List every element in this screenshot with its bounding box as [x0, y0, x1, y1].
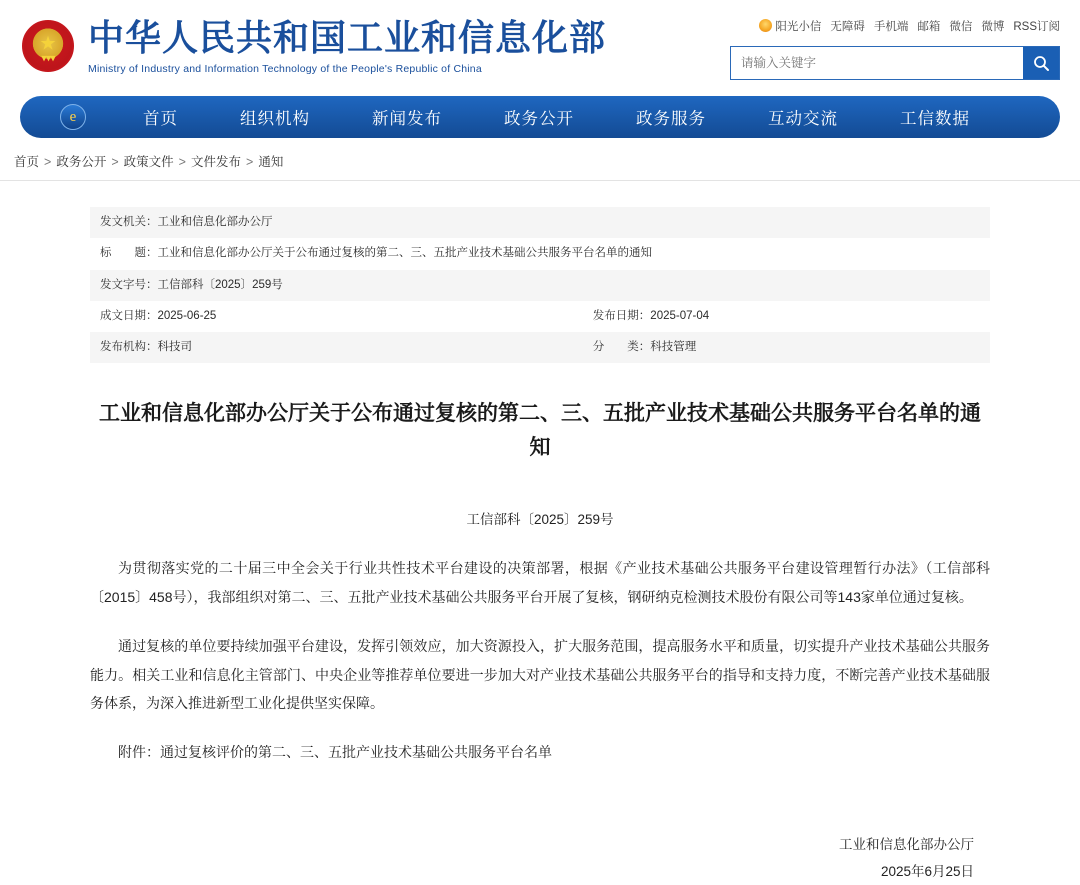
meta-row: [90, 301, 990, 332]
meta-label: 发布机构：: [100, 341, 158, 353]
nav-item-data[interactable]: 工信数据: [900, 110, 970, 128]
meta-value: 工信部科〔2025〕259号: [157, 278, 283, 291]
breadcrumb-separator: >: [111, 155, 119, 169]
document-number: 工信部科〔2025〕259号: [466, 512, 614, 528]
top-link-sunshine[interactable]: 阳光小信: [759, 18, 821, 34]
meta-value: 工业和信息化部办公厅关于公布通过复核的第二、三、五批产业技术基础公共服务平台名单的通知: [157, 247, 652, 260]
nav-item-interaction[interactable]: 互动交流: [768, 110, 838, 128]
top-link-rss[interactable]: RSS订阅: [1013, 21, 1060, 33]
nav-item-services[interactable]: 政务服务: [636, 110, 706, 128]
search-input[interactable]: [731, 47, 1023, 79]
meta-label: 标 题：: [100, 247, 158, 260]
article-paragraph: 为贯彻落实党的二十届三中全会关于行业共性技术平台建设的决策部署，根据《产业技术基础公共服务平台建设管理暂行办法》（工信部科〔2015〕458号），我部组织对第二、三、五批产业技术基础公共服务平台开展了复核，钢研纳克检测技术股份有限公司等143家单位通过复核。: [90, 560, 990, 606]
meta-value: 科技司: [157, 341, 192, 353]
nav-item-organization[interactable]: 组织机构: [240, 110, 310, 128]
search-icon: [1033, 55, 1050, 72]
page-title: 工业和信息化部办公厅关于公布通过复核的第二、三、五批产业技术基础公共服务平台名单的通知: [99, 402, 981, 459]
signature-date: 2025年6月25日: [880, 863, 974, 879]
breadcrumb-item-government-affairs[interactable]: 政务公开: [56, 155, 107, 169]
meta-value: 2025-07-04: [650, 309, 710, 322]
meta-row: [90, 332, 990, 363]
nav-item-government-affairs[interactable]: 政务公开: [504, 110, 574, 128]
meta-row: [90, 238, 990, 269]
meta-label: 发文机关：: [100, 216, 158, 228]
search-bar: [730, 46, 1060, 80]
article-paragraph: 通过复核的单位要持续加强平台建设，发挥引领效应，加大资源投入，扩大服务范围，提高服务水平和质量，切实提升产业技术基础公共服务能力。相关工业和信息化主管部门、中央企业等推荐单位要进一步加大对产业技术基础公共服务平台的指导和支持力度，不断完善产业技术基础服务体系，为深入推进新型工业化提供坚实保障。: [90, 637, 990, 712]
site-title-en: Ministry of Industry and Information Technology of the People's Republic of China: [88, 63, 482, 76]
meta-label: 分 类：: [592, 341, 651, 353]
nav-item-home[interactable]: 首页: [143, 110, 178, 128]
meta-value: 工业和信息化部办公厅: [157, 216, 273, 228]
site-header: [0, 0, 1080, 92]
signature-organization: 工业和信息化部办公厅: [839, 836, 974, 852]
top-links: [730, 18, 1060, 34]
meta-value: 2025-06-25: [157, 309, 217, 322]
breadcrumb-item-home[interactable]: 首页: [14, 155, 40, 169]
nav-item-news[interactable]: 新闻发布: [372, 110, 442, 128]
header-right: [730, 14, 1060, 80]
top-link-mobile[interactable]: 手机端: [873, 21, 909, 33]
breadcrumb-separator: >: [246, 155, 254, 169]
breadcrumb: [0, 138, 1080, 181]
document-meta-table: [90, 207, 990, 363]
meta-row: [90, 270, 990, 301]
breadcrumb-item-document-release[interactable]: 文件发布: [190, 155, 241, 169]
article-attachment-line: 附件：通过复核评价的第二、三、五批产业技术基础公共服务平台名单: [118, 743, 552, 760]
document-signature: [90, 831, 990, 885]
site-title-block: [88, 14, 606, 75]
search-button[interactable]: [1023, 47, 1059, 79]
sun-icon: [759, 19, 772, 32]
national-emblem-icon: ★ ▾▾▾: [22, 20, 74, 72]
meta-row: [90, 207, 990, 238]
top-link-weibo[interactable]: 微博: [981, 21, 1005, 33]
top-link-wechat[interactable]: 微信: [949, 21, 973, 33]
meta-label: 发文字号：: [100, 278, 158, 291]
ministry-logo-icon: e: [60, 104, 86, 130]
meta-value: 科技管理: [650, 341, 697, 353]
top-link-mail[interactable]: 邮箱: [917, 21, 941, 33]
page-content: [0, 207, 1080, 885]
breadcrumb-separator: >: [178, 155, 186, 169]
breadcrumb-item-policy-documents[interactable]: 政策文件: [123, 155, 174, 169]
breadcrumb-separator: >: [44, 155, 52, 169]
breadcrumb-item-notice[interactable]: 通知: [258, 155, 284, 169]
meta-label: 发布日期：: [592, 309, 651, 322]
meta-label: 成文日期：: [100, 309, 158, 322]
main-nav: [20, 96, 1060, 138]
top-link-accessibility[interactable]: 无障碍: [830, 21, 865, 33]
site-title-cn: 中华人民共和国工业和信息化部: [88, 18, 607, 58]
